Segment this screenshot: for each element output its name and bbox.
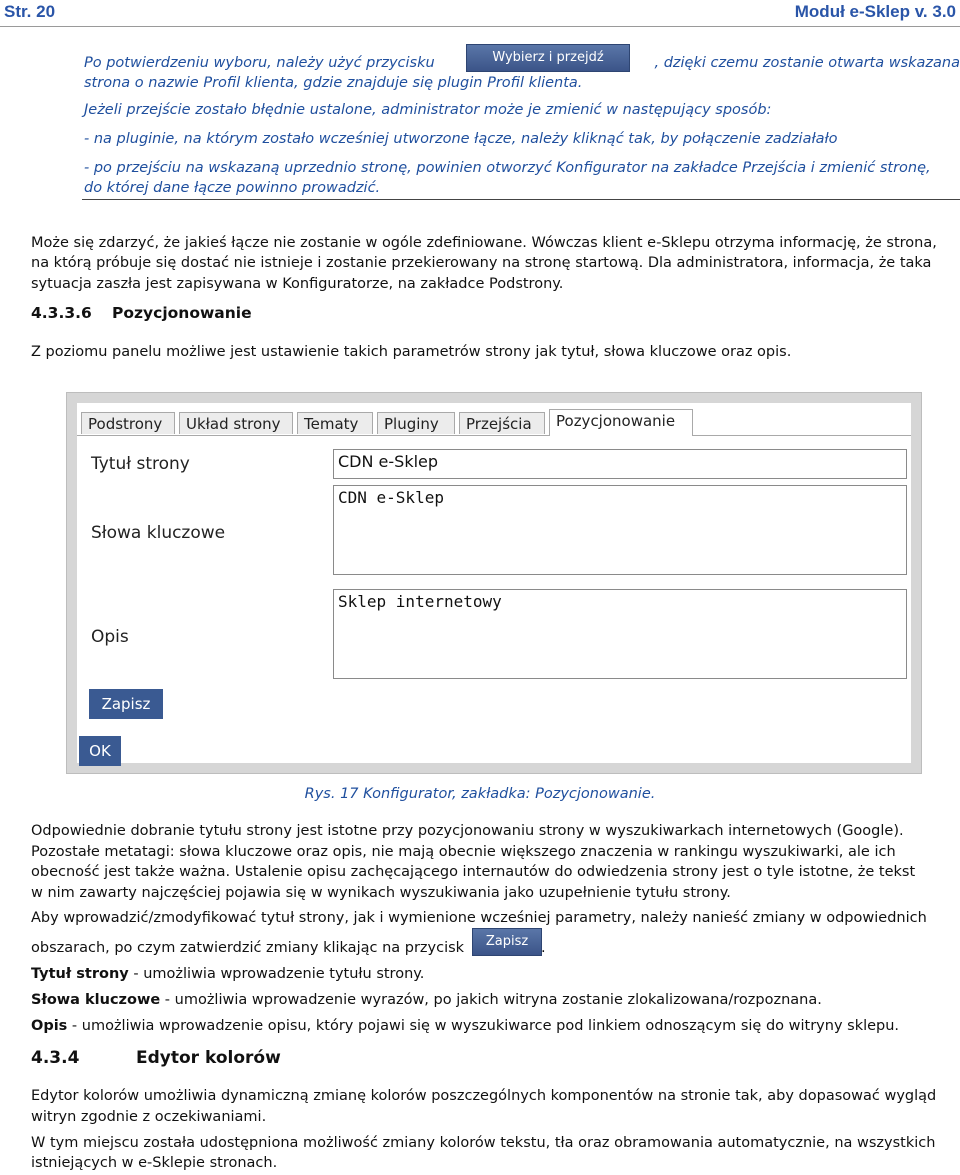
def-title [31, 964, 424, 984]
para1-line2: na którą próbuje się dostać nie istnieje i zostanie przekierowany na stronę startową. Dla administratora, informacja, że taka [31, 255, 932, 271]
save-button[interactable]: Zapisz [89, 689, 163, 719]
para6-line2: istniejących w e-Sklepie stronach. [31, 1155, 278, 1171]
note-line-3: Jeżeli przejście zostało błędnie ustalone, administrator może je zmienić w następujący sposób: [84, 102, 772, 118]
tab-pozycjonowanie[interactable]: Pozycjonowanie [549, 409, 693, 436]
wybierz-i-przejdz-button-image: Wybierz i przejdź [466, 44, 630, 72]
section2-number: 4.3.4 [31, 1048, 80, 1068]
para3-line2: Pozostałe metatagi: słowa kluczowe oraz opis, nie mają obecnie większego znaczenia w rankingu wyszukiwarki, ale ich [31, 844, 896, 860]
para4-line2-post: . [541, 940, 546, 956]
para5-line2: witryn zgodnie z oczekiwaniami. [31, 1109, 267, 1125]
tab-przejscia[interactable]: Przejścia [459, 412, 545, 434]
zapisz-button-image: Zapisz [472, 928, 542, 956]
configurator-panel [77, 403, 911, 763]
para4-line1: Aby wprowadzić/zmodyfikować tytuł strony, jak i wymienione wcześniej parametry, należy nanieść zmiany w odpowiednich [31, 910, 927, 926]
section-number: 4.3.3.6 [31, 304, 92, 322]
note-line-2: strona o nazwie Profil klienta, gdzie znajduje się plugin Profil klienta. [84, 75, 583, 91]
para3-line3: obecność jest także ważna. Ustalenie opisu zachęcającego internautów do odwiedzenia strony jest o tyle istotne, że tekst [31, 864, 916, 880]
def-description-desc: - umożliwia wprowadzenie opisu, który pojawi się w wyszukiwarce pod linkiem odnoszącym się do witryny sklepu. [67, 1018, 900, 1034]
tab-tematy[interactable]: Tematy [297, 412, 373, 434]
configurator-screenshot [66, 392, 922, 774]
note-line-4: - na pluginie, na którym zostało wcześniej utworzone łącze, należy kliknąć tak, by połączenie zadziałało [84, 131, 838, 147]
section2-title: Edytor kolorów [136, 1048, 281, 1068]
def-title-term: Tytuł strony [31, 966, 129, 982]
para6-line1: W tym miejscu została udostępniona możliwość zmiany kolorów tekstu, tła oraz obramowania automatycznie, na wszystkich [31, 1135, 936, 1151]
para3-line4: w nim zawarty najczęściej pojawia się w wynikach wyszukiwania jako uzupełnienie tytułu strony. [31, 885, 731, 901]
description-textarea[interactable]: Sklep internetowy [333, 589, 907, 679]
note-line-5a: - po przejściu na wskazaną uprzednio stronę, powinien otworzyć Konfigurator na zakładce Przejścia i zmienić stronę, [84, 160, 931, 176]
tab-bar [77, 409, 911, 436]
note-line-1-post: , dzięki czemu zostanie otwarta wskazana [654, 55, 960, 71]
para3-line1: Odpowiednie dobranie tytułu strony jest istotne przy pozycjonowaniu strony w wyszukiwarkach internetowych (Google). [31, 823, 904, 839]
module-title: Moduł e-Sklep v. 3.0 [794, 2, 956, 21]
keywords-field-label: Słowa kluczowe [91, 523, 226, 543]
title-input[interactable]: CDN e-Sklep [333, 449, 907, 479]
tab-pluginy[interactable]: Pluginy [377, 412, 455, 434]
para1-line1: Może się zdarzyć, że jakieś łącze nie zostanie w ogóle zdefiniowane. Wówczas klient e-Sklepu otrzyma informację, że strona, [31, 235, 937, 251]
def-description-term: Opis [31, 1018, 68, 1034]
figure-caption: Rys. 17 Konfigurator, zakładka: Pozycjonowanie. [304, 786, 656, 802]
title-field-label: Tytuł strony [91, 454, 190, 474]
def-description [31, 1016, 899, 1036]
note-line-5b: do której dane łącze powinno prowadzić. [84, 180, 381, 196]
note-line-1-pre: Po potwierdzeniu wyboru, należy użyć przycisku [84, 55, 435, 71]
keywords-textarea[interactable]: CDN e-Sklep [333, 485, 907, 575]
para2: Z poziomu panelu możliwe jest ustawienie takich parametrów strony jak tytuł, słowa kluczowe oraz opis. [31, 344, 792, 360]
section-title: Pozycjonowanie [112, 304, 252, 322]
def-title-desc: - umożliwia wprowadzenie tytułu strony. [128, 966, 425, 982]
tab-podstrony[interactable]: Podstrony [81, 412, 175, 434]
header-divider [0, 26, 960, 27]
page-number: Str. 20 [4, 2, 56, 21]
def-keywords-desc: - umożliwia wprowadzenie wyrazów, po jakich witryna zostanie zlokalizowana/rozpoznana. [160, 992, 822, 1008]
description-field-label: Opis [91, 627, 129, 647]
tab-uklad-strony[interactable]: Układ strony [179, 412, 293, 434]
def-keywords-term: Słowa kluczowe [31, 992, 161, 1008]
def-keywords [31, 990, 822, 1010]
para4-line2-pre: obszarach, po czym zatwierdzić zmiany klikając na przycisk [31, 940, 465, 956]
para5-line1: Edytor kolorów umożliwia dynamiczną zmianę kolorów poszczególnych komponentów na stronie tak, aby dopasować wygląd [31, 1088, 937, 1104]
ok-button[interactable]: OK [79, 736, 121, 766]
para1-line3: sytuacja zaszła jest zapisywana w Konfiguratorze, na zakładce Podstrony. [31, 276, 564, 292]
